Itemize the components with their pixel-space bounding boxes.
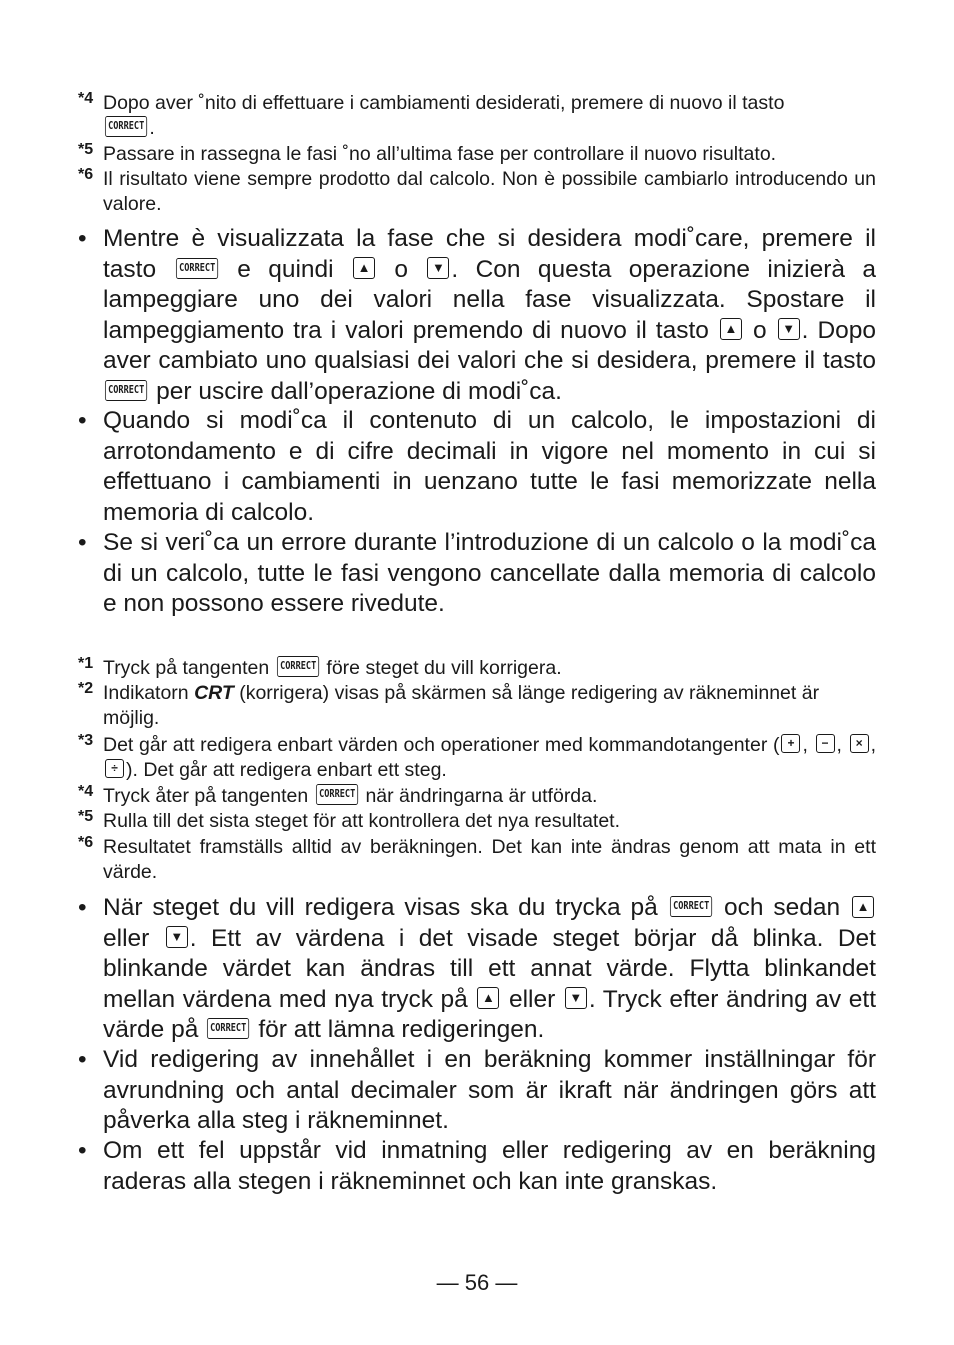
footnote-marker: *5	[78, 808, 94, 825]
down-arrow-key-icon: ▼	[565, 987, 587, 1009]
divide-key-icon: ÷	[105, 759, 124, 778]
it-footnote-5	[78, 142, 876, 167]
sv-bullet-3	[78, 1136, 876, 1197]
footnote-marker: *5	[78, 141, 94, 158]
correct-key-icon: CORRECT	[316, 784, 358, 805]
it-footnote-4: *4 Dopo aver ˚nito di effettuare i cambiamenti desiderati, premere di nuovo il tasto CORRECT .	[78, 91, 876, 141]
it-bullet-3	[78, 528, 876, 620]
up-arrow-key-icon: ▲	[720, 318, 742, 340]
down-arrow-key-icon: ▼	[166, 926, 188, 948]
minus-key-icon: −	[816, 734, 835, 753]
correct-key-icon: CORRECT	[670, 896, 712, 917]
bullet-icon: •	[78, 529, 87, 556]
it-bullet-1: • Mentre è visualizzata la fase che si desidera modi˚care, premere il tasto CORRECT e quindi ▲ o ▼ . Con questa operazione inizierà a lampeggiare uno dei valori nella fase visualizzata. Spostare il lampeggiamento tra i valori premendo di nuovo il tasto ▲ o ▼ . Dopo aver cambiato uno qualsiasi dei valori che si desidera, premere il tasto CORRECT per uscire dall’operazione di modi˚ca.	[78, 225, 877, 405]
footnote-text: Resultatet framställs alltid av beräkningen. Det kan inte ändras genom att mata in ett värde.	[103, 836, 876, 883]
footnote-text: Dopo aver ˚nito di effettuare i cambiamenti desiderati, premere di nuovo il tasto	[103, 92, 785, 114]
sv-footnote-5	[78, 809, 876, 834]
correct-key-icon: CORRECT	[175, 258, 217, 279]
sv-footnote-6	[78, 835, 876, 885]
bullet-icon: •	[78, 894, 87, 921]
bullet-icon: •	[78, 1137, 87, 1164]
footnote-marker: *6	[78, 834, 94, 851]
footnote-marker: *6	[78, 166, 94, 183]
bullet-icon: •	[78, 225, 87, 252]
up-arrow-key-icon: ▲	[353, 257, 375, 279]
down-arrow-key-icon: ▼	[427, 257, 449, 279]
footnote-text: Passare in rassegna le fasi ˚no all’ultima fase per controllare il nuovo risultato.	[103, 143, 777, 165]
sv-bullet-1: • När steget du vill redigera visas ska du trycka på CORRECT och sedan ▲ eller ▼ . Ett av värdena i det visade steget börjar då blinka. Det blinkande värdet kan ändras till ett annat värde. Flytta blinkandet mellan värdena med nya tryck på ▲ eller ▼ . Tryck efter ändring av ett värde på CORRECT för att lämna redigeringen.	[78, 894, 876, 1043]
down-arrow-key-icon: ▼	[778, 318, 800, 340]
footnote-marker: *3	[78, 732, 94, 749]
correct-key-icon: CORRECT	[207, 1018, 249, 1039]
bullet-text: Om ett fel uppstår vid inmatning eller redigering av en beräkning raderas alla stegen i räkneminnet och kan inte granskas.	[103, 1137, 876, 1195]
footnote-marker: *1	[78, 655, 94, 672]
sv-footnote-1: *1 Tryck på tangenten CORRECT före steget du vill korrigera.	[78, 656, 876, 681]
sv-bullet-2	[78, 1045, 876, 1137]
bullet-text: Quando si modi˚ca il contenuto di un calcolo, le impostazioni di arrotondamento e di cifre decimali in vigore nel momento in cui si effettuano i cambiamenti in uenzano tutte le fasi memorizzate nella memoria di calcolo.	[103, 407, 876, 526]
bullet-text: Se si veri˚ca un errore durante l’introduzione di un calcolo o la modi˚ca di un calcolo, tutte le fasi vengono cancellate dalla memoria di calcolo e non possono essere rivedute.	[103, 529, 876, 617]
bullet-icon: •	[78, 1046, 87, 1073]
correct-key-icon: CORRECT	[277, 656, 319, 677]
sv-footnote-2: *2 Indikatorn CRT (korrigera) visas på skärmen så länge redigering av räkneminnet är möjlig.	[78, 681, 876, 731]
footnote-marker: *4	[78, 783, 94, 800]
multiply-key-icon: ×	[850, 734, 869, 753]
footnote-marker: *4	[78, 90, 94, 107]
bullet-text: Vid redigering av innehållet i en beräkning kommer inställningar för avrundning och antal decimaler som är ikraft när ändringen görs att påverka alla steg i räkneminnet.	[103, 1046, 876, 1134]
footnote-text: Rulla till det sista steget för att kontrollera det nya resultatet.	[103, 810, 621, 832]
bullet-icon: •	[78, 407, 87, 434]
correct-key-icon: CORRECT	[105, 116, 147, 137]
up-arrow-key-icon: ▲	[852, 896, 874, 918]
page-number: — 56 —	[436, 1270, 518, 1295]
it-footnote-6	[78, 167, 876, 217]
it-bullet-2	[78, 406, 876, 528]
footnote-marker: *2	[78, 680, 94, 697]
up-arrow-key-icon: ▲	[477, 987, 499, 1009]
footnote-text: Il risultato viene sempre prodotto dal calcolo. Non è possibile cambiarlo introducendo un valore.	[103, 168, 876, 215]
sv-footnote-4: *4 Tryck åter på tangenten CORRECT när ändringarna är utförda.	[78, 784, 876, 809]
sv-footnote-3: *3 Det går att redigera enbart värden och operationer med kommandotangenter ( + , − , × , ÷ ). Det går att redigera enbart ett steg.	[78, 733, 876, 783]
plus-key-icon: +	[781, 734, 800, 753]
correct-key-icon: CORRECT	[105, 380, 147, 401]
crt-indicator: CRT	[194, 682, 234, 704]
